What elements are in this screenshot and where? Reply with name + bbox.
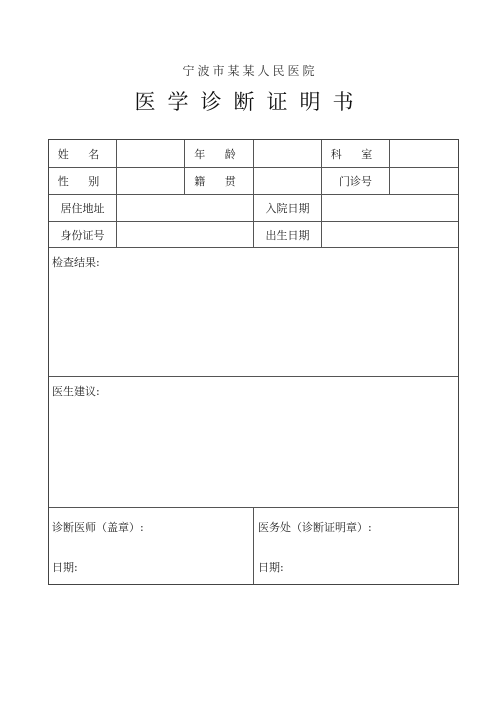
birth-date-field[interactable] [322,222,458,247]
department-field[interactable] [390,140,458,167]
age-field[interactable] [254,140,321,167]
office-date-label: 日期: [258,561,284,574]
document-title: 医学诊断证明书 [134,90,366,114]
row-divider [49,247,458,248]
native-place-field[interactable] [254,168,321,194]
column-divider [253,507,254,584]
department-label: 科 室 [330,147,381,161]
doctor-date-label: 日期: [52,561,78,574]
name-label: 姓 名 [57,147,108,161]
id-number-field[interactable] [117,222,253,247]
native-place-label: 籍 贯 [194,175,244,188]
doctor-advice-area[interactable] [49,398,458,506]
doctor-advice-label: 医生建议: [52,385,100,398]
gender-label: 性 别 [57,175,108,188]
age-label: 年 龄 [194,147,244,161]
hospital-name: 宁波市某某人民医院 [182,64,318,78]
birth-date-label: 出生日期 [265,228,310,242]
exam-results-area[interactable] [49,268,458,375]
gender-field[interactable] [117,168,184,194]
name-field[interactable] [117,140,184,167]
admission-date-label: 入院日期 [265,202,310,215]
certificate-form [48,139,459,585]
address-label: 居住地址 [60,202,105,215]
address-field[interactable] [117,195,253,221]
outpatient-no-field[interactable] [390,168,458,194]
row-divider [49,376,458,377]
id-number-label: 身份证号 [60,228,105,242]
exam-results-label: 检查结果: [52,256,100,269]
admission-date-field[interactable] [322,195,458,221]
outpatient-no-label: 门诊号 [339,175,372,188]
medical-office-stamp-label: 医务处（诊断证明章）: [258,521,372,534]
doctor-stamp-label: 诊断医师（盖章）: [52,521,144,534]
